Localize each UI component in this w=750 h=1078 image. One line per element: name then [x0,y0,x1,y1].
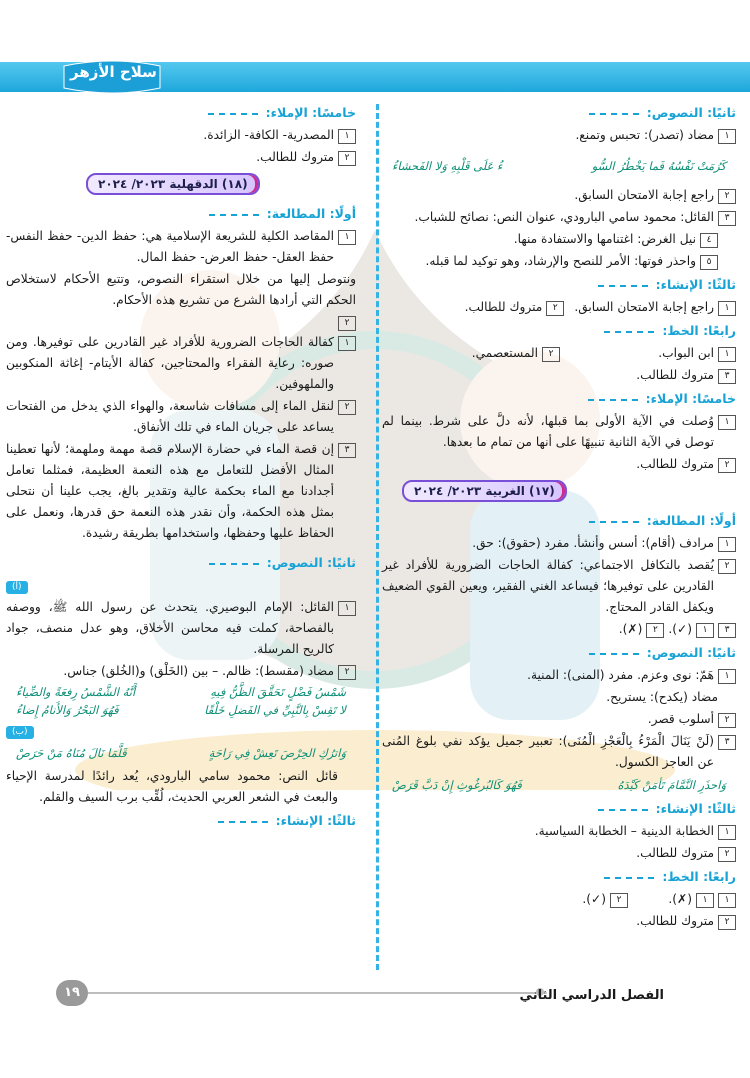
verse-row [6,684,356,700]
item-number: ٣ [718,735,736,750]
sub-number: ٢ [610,893,628,908]
answer-text: كفالة الحاجات الضرورية للأفراد غير القادرين على توفيرها. ومن صوره: رعاية الفقراء والمحتاجين، كفالة الأيتام- إغاثة المنكوبين والملهوفين. [6,335,334,391]
item-number: ٢ [718,458,736,473]
answer-item [6,766,356,808]
verse-second-half: فَهُوَ البَحْرُ وَالأَنامُ إِضاءُ [16,703,119,717]
section-title: ثانيًا: النصوص: [6,552,356,573]
section-title: خامسًا: الإملاء: [6,102,356,123]
answer-text: متروك للطالب. [464,300,543,314]
section-title: ثانيًا: النصوص: [382,102,736,123]
answer-item [382,454,736,475]
item-number: ٢ [338,316,356,331]
part-chip: (ب) [6,726,34,739]
answer-item [382,185,736,206]
section-title: رابعًا: الخط: [382,320,736,341]
answer-item [382,207,736,228]
verse-first-half: كَرُمَتْ نَفْسُهُ فَما يَخْطُرُ السُّو [591,159,726,173]
section-title: خامسًا: الإملاء: [382,388,736,409]
item-number: ٣ [718,623,736,638]
verse-first-half: لا تَقِسْ بِالنَّبِيِّ في الفَضلِ خَلْقًا [204,703,346,717]
answer-text: نيل الغرض: اغتنامها والاستفادة منها. [513,232,696,246]
answer-text: الخطابة الدينية – الخطابة السياسية. [534,824,714,838]
section-title: أولًا: المطالعة: [6,203,356,224]
answer-text: إن قصة الماء في حضارة الإسلام قصة مهمة وملهمة؛ لأنها تعطينا المثال الأفضل للتعامل مع هذه النعمة العظيمة، فمثلما تعامل أجدادنا مع الماء بحكمة عالية وتقدير بالغ، يجب علينا أن نتحلى بمثل هذه الحكمة، وأن نقدر هذه النعمة حق قدرها، ونعمل على الحفاظ عليها وحفظها، واستخدامها بطريقة رشيدة. [6,442,334,540]
answer-item [6,439,356,544]
answer-text: متروك للطالب. [636,368,714,382]
sub-number: ١ [696,893,714,908]
section-title: ثانيًا: النصوص: [382,642,736,663]
section-title: رابعًا: الخط: [382,866,736,887]
answer-item [382,365,736,386]
answer-text: ابن البواب. [658,346,714,360]
answer-mark: (✗). [668,892,692,906]
answer-item [6,332,356,395]
exam-banner: (١٨) الدقهلية ٢٠٢٣/ ٢٠٢٤ [86,173,260,195]
item-number: ١ [718,825,736,840]
item-number: ٢ [718,915,736,930]
verse-first-half: وَاترُكِ الحِرْصَ تَعِشْ فِي رَاحَةٍ [208,746,346,760]
answer-item [6,312,356,331]
item-number: ٢ [338,665,356,680]
item-number: ٢ [718,189,736,204]
answer-item [382,343,736,364]
section-title: ثالثًا: الإنشاء: [6,810,356,831]
answer-item [382,687,736,708]
item-number: ١ [718,537,736,552]
verse-second-half: فَهُوَ كَالبُرغُوثِ إِنْ دَبَّ قَرَصْ [392,778,522,792]
item-number: ٤ [700,233,718,248]
answer-item [382,843,736,864]
answer-text: (لَنْ يَنَالَ الْمَرْءُ بِالْعَجْزِ الْمُنَى): تعبير جميل يؤكد نفي بلوغ المُنى عن العاجز الكسول. [382,734,714,769]
item-number: ١ [338,230,356,245]
left-column [6,100,356,833]
answer-text: مضاد (تصدر): تحبس وتمنع. [575,128,714,142]
term-label: الفصل الدراسي الثاني [519,988,664,1003]
item-number: ١ [338,129,356,144]
verse-first-half: وَاحذَرِ النَّمَّامَ تَأمَنْ كَيْدَهُ [617,778,726,792]
item-number: ٢ [338,400,356,415]
item-number: ١ [338,336,356,351]
answer-text: المصدرية- الكافة- الزائدة. [203,128,334,142]
item-number: ٢ [542,347,560,362]
column-divider [376,104,379,970]
answer-text: متروك للطالب. [636,914,714,928]
item-number: ٢ [338,151,356,166]
answer-item [382,411,736,453]
item-number: ١ [718,669,736,684]
answer-item [6,597,356,660]
verse-row [382,156,736,177]
item-number: ١ [718,415,736,430]
answer-mark: (✓). [582,892,606,906]
answer-item [382,731,736,773]
answer-item [382,533,736,554]
verse-second-half: ءُ عَلَى قَلْبِهِ وَلا الفَحشاءُ [392,159,503,173]
answer-text: متروك للطالب. [636,846,714,860]
answer-text: راجع إجابة الامتحان السابق. [574,188,714,202]
answer-text: متروك للطالب. [636,457,714,471]
answer-text: القائل: الإمام البوصيري. يتحدث عن رسول الله ﷺ، ووصفه بالفصاحة، كملت فيه محاسن الأخلاق، وهو عدل منصف، جواد كالريح المرسلة. [6,600,334,656]
answer-item [6,226,356,268]
answer-mark: (✓). [668,622,692,636]
answer-text: يُقصد بالتكافل الاجتماعي: كفالة الحاجات الضرورية للأفراد غير القادرين على توفيرها؛ فيساعد الغني الفقير، ويعين القوي الضعيف ويكفل القادر المحتاج. [382,558,714,614]
answer-item [382,125,736,146]
answer-text: أسلوب قصر. [647,712,714,726]
item-number: ١ [718,129,736,144]
exam-banner: (١٧) الغربية ٢٠٢٣/ ٢٠٢٤ [402,480,567,502]
sub-number: ١ [696,623,714,638]
answer-item [382,297,736,318]
answer-text: متروك للطالب. [256,150,334,164]
answer-item [6,661,356,682]
answer-item [6,269,356,311]
item-number: ٥ [700,255,718,270]
answer-text: هَمّ: نوى وعزم. مفرد (المنى): المنية. [527,668,714,682]
answer-item [382,911,736,932]
item-number: ١ [718,893,736,908]
page-number: ١٩ [56,980,88,1006]
answer-text: القائل: محمود سامي البارودي، عنوان النص: نصائح للشباب. [414,210,714,224]
verse-row [6,743,356,764]
answer-text: مرادف (أقام): أسس وأنشأ. مفرد (حقوق): حق. [472,536,714,550]
answer-text: واحذر فوتها: الأمر للنصح والإرشاد، وهو توكيد لما قبله. [425,254,696,268]
verse-first-half: شَمْسُ فَضْلٍ تَحَقَّقَ الظَّنُّ فِيهِ [210,685,346,699]
item-number: ٢ [718,559,736,574]
answer-item [6,125,356,146]
item-number: ٣ [718,211,736,226]
section-title: أولًا: المطالعة: [382,510,736,531]
item-number: ٣ [718,369,736,384]
footer-rule [80,992,540,994]
answer-text: ونتوصل إليها من خلال استقراء النصوص، وتتبع الأحكام لاستخلاص الحكم التي أرادها الشرع من تشريع هذه الأحكام. [6,272,356,307]
answer-item [382,251,736,272]
item-number: ٢ [718,847,736,862]
section-title: ثالثًا: الإنشاء: [382,798,736,819]
answer-text: راجع إجابة الامتحان السابق. [574,300,714,314]
item-number: ١ [718,301,736,316]
logo-text: سلاح الأزهر [70,63,157,81]
answer-text: قائل النص: محمود سامي البارودي، يُعد رائدًا لمدرسة الإحياء والبعث في الشعر العربي الحديث، لُقِّب برب السيف والقلم. [6,769,338,804]
answer-item [6,396,356,438]
section-title: ثالثًا: الإنشاء: [382,274,736,295]
answer-item [382,709,736,730]
answer-item [6,147,356,168]
right-column [382,100,736,933]
part-chip: (أ) [6,581,28,594]
answer-item [382,555,736,618]
item-number: ٣ [338,443,356,458]
verse-row [382,775,736,796]
sub-number: ٢ [646,623,664,638]
verse-second-half: أَنَّهُ الشَّمْسُ رِفعَةً والضِّياءُ [16,685,136,699]
answer-item [382,619,736,640]
answer-text: لنقل الماء إلى مسافات شاسعة، والهواء الذي يدخل من الفتحات يساعد على جريان الماء في تلك الأنفاق. [6,399,334,434]
item-number: ٢ [546,301,564,316]
answer-item [382,665,736,686]
item-number: ٢ [718,713,736,728]
answer-mark: (✗). [618,622,643,636]
answer-item [382,821,736,842]
answer-text: مضاد (يكدح): يستريح. [606,690,718,704]
answer-text: مضاد (مقسط): ظالم. – بين (الخَلْق) و(الخُلق) جناس. [63,664,334,678]
answer-item [382,229,736,250]
item-number: ١ [338,601,356,616]
answer-text: وُصلت في الآية الأولى بما قبلها، لأنه دلَّ على شرط. بينما لم توصل في الآية الثانية تنبيهًا على أنها من تمام ما بعدها. [382,414,714,449]
item-number: ١ [718,347,736,362]
verse-row [6,702,356,718]
answer-item [382,889,736,910]
answer-text: المقاصد الكلية للشريعة الإسلامية هي: حفظ الدين- حفظ النفس- حفظ العقل- حفظ العرض- حفظ المال. [6,229,334,264]
answer-text: المستعصمي. [471,346,538,360]
verse-second-half: قَلَّمَا نَالَ مُنَاهُ مَنْ حَرَصْ [16,746,127,760]
